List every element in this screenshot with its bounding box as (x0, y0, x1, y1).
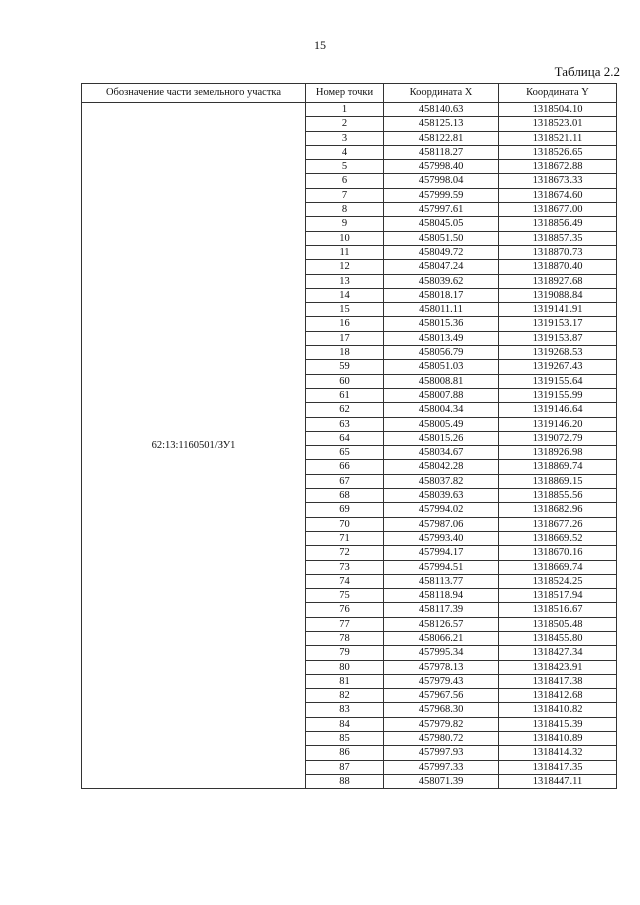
coordinate-x-cell: 457987.06 (384, 517, 499, 531)
coordinate-y-cell: 1318677.00 (499, 203, 617, 217)
coordinate-x-cell: 458051.50 (384, 231, 499, 245)
point-number-cell: 71 (306, 531, 384, 545)
table-body (82, 103, 617, 789)
coordinate-y-cell: 1319141.91 (499, 303, 617, 317)
column-header-point-number: Номер точки (306, 84, 384, 103)
coordinate-y-cell: 1318517.94 (499, 589, 617, 603)
point-number-cell: 15 (306, 303, 384, 317)
coordinate-x-cell: 458008.81 (384, 374, 499, 388)
coordinate-y-cell: 1319267.43 (499, 360, 617, 374)
column-header-coordinate-y: Координата Y (499, 84, 617, 103)
point-number-cell: 8 (306, 203, 384, 217)
coordinate-x-cell: 458051.03 (384, 360, 499, 374)
coordinate-y-cell: 1319155.99 (499, 388, 617, 402)
coordinate-x-cell: 458126.57 (384, 617, 499, 631)
point-number-cell: 3 (306, 131, 384, 145)
coordinate-y-cell: 1318927.68 (499, 274, 617, 288)
point-number-cell: 9 (306, 217, 384, 231)
coordinate-x-cell: 458045.05 (384, 217, 499, 231)
coordinate-x-cell: 457967.56 (384, 689, 499, 703)
point-number-cell: 1 (306, 103, 384, 117)
coordinate-y-cell: 1318415.39 (499, 717, 617, 731)
coordinate-y-cell: 1319088.84 (499, 288, 617, 302)
point-number-cell: 76 (306, 603, 384, 617)
point-number-cell: 70 (306, 517, 384, 531)
coordinate-x-cell: 457999.59 (384, 188, 499, 202)
table-header-row (82, 84, 617, 103)
parcel-designation-cell: 62:13:1160501/ЗУ1 (82, 103, 306, 789)
coordinate-x-cell: 458013.49 (384, 331, 499, 345)
coordinate-y-cell: 1318682.96 (499, 503, 617, 517)
coordinate-y-cell: 1318677.26 (499, 517, 617, 531)
point-number-cell: 17 (306, 331, 384, 345)
coordinate-y-cell: 1318857.35 (499, 231, 617, 245)
point-number-cell: 85 (306, 732, 384, 746)
coordinate-y-cell: 1318523.01 (499, 117, 617, 131)
point-number-cell: 88 (306, 774, 384, 788)
coordinate-x-cell: 458125.13 (384, 117, 499, 131)
point-number-cell: 7 (306, 188, 384, 202)
coordinate-y-cell: 1318869.74 (499, 460, 617, 474)
coordinate-x-cell: 458056.79 (384, 346, 499, 360)
coordinate-y-cell: 1318410.89 (499, 732, 617, 746)
page-number: 15 (314, 38, 326, 52)
coordinate-x-cell: 458042.28 (384, 460, 499, 474)
point-number-cell: 62 (306, 403, 384, 417)
point-number-cell: 80 (306, 660, 384, 674)
point-number-cell: 59 (306, 360, 384, 374)
coordinate-y-cell: 1318672.88 (499, 160, 617, 174)
coordinate-x-cell: 457998.40 (384, 160, 499, 174)
point-number-cell: 77 (306, 617, 384, 631)
coordinate-x-cell: 458118.27 (384, 145, 499, 159)
coordinate-x-cell: 458049.72 (384, 245, 499, 259)
coordinate-y-cell: 1318669.52 (499, 531, 617, 545)
coordinate-y-cell: 1318674.60 (499, 188, 617, 202)
point-number-cell: 10 (306, 231, 384, 245)
coordinate-x-cell: 457994.02 (384, 503, 499, 517)
coordinate-x-cell: 458015.36 (384, 317, 499, 331)
point-number-cell: 65 (306, 446, 384, 460)
coordinate-y-cell: 1319146.20 (499, 417, 617, 431)
coordinate-x-cell: 458066.21 (384, 631, 499, 645)
coordinate-y-cell: 1318856.49 (499, 217, 617, 231)
coordinate-y-cell: 1319153.87 (499, 331, 617, 345)
point-number-cell: 60 (306, 374, 384, 388)
coordinates-table (81, 83, 617, 789)
coordinate-x-cell: 458005.49 (384, 417, 499, 431)
point-number-cell: 87 (306, 760, 384, 774)
coordinate-x-cell: 458011.11 (384, 303, 499, 317)
coordinate-y-cell: 1319072.79 (499, 431, 617, 445)
coordinate-y-cell: 1318673.33 (499, 174, 617, 188)
coordinate-x-cell: 457993.40 (384, 531, 499, 545)
coordinate-x-cell: 457968.30 (384, 703, 499, 717)
coordinate-x-cell: 457994.17 (384, 546, 499, 560)
point-number-cell: 63 (306, 417, 384, 431)
point-number-cell: 13 (306, 274, 384, 288)
coordinate-x-cell: 458122.81 (384, 131, 499, 145)
coordinate-y-cell: 1319268.53 (499, 346, 617, 360)
coordinate-x-cell: 458039.62 (384, 274, 499, 288)
coordinate-y-cell: 1318447.11 (499, 774, 617, 788)
coordinate-y-cell: 1318427.34 (499, 646, 617, 660)
point-number-cell: 72 (306, 546, 384, 560)
coordinate-y-cell: 1318869.15 (499, 474, 617, 488)
point-number-cell: 83 (306, 703, 384, 717)
point-number-cell: 11 (306, 245, 384, 259)
column-header-parcel-part: Обозначение части земельного участка (82, 84, 306, 103)
coordinate-x-cell: 457980.72 (384, 732, 499, 746)
coordinate-x-cell: 458007.88 (384, 388, 499, 402)
coordinate-y-cell: 1318926.98 (499, 446, 617, 460)
coordinate-y-cell: 1318870.73 (499, 245, 617, 259)
coordinate-y-cell: 1318521.11 (499, 131, 617, 145)
coordinate-x-cell: 457979.82 (384, 717, 499, 731)
point-number-cell: 4 (306, 145, 384, 159)
coordinate-y-cell: 1318410.82 (499, 703, 617, 717)
table-caption: Таблица 2.2 (554, 64, 620, 79)
coordinate-y-cell: 1318414.32 (499, 746, 617, 760)
coordinate-x-cell: 457998.04 (384, 174, 499, 188)
coordinate-y-cell: 1318670.16 (499, 546, 617, 560)
point-number-cell: 61 (306, 388, 384, 402)
coordinate-x-cell: 458015.26 (384, 431, 499, 445)
point-number-cell: 68 (306, 489, 384, 503)
coordinate-y-cell: 1318516.67 (499, 603, 617, 617)
point-number-cell: 75 (306, 589, 384, 603)
coordinate-x-cell: 458117.39 (384, 603, 499, 617)
coordinate-x-cell: 457997.33 (384, 760, 499, 774)
coordinate-x-cell: 458039.63 (384, 489, 499, 503)
point-number-cell: 69 (306, 503, 384, 517)
point-number-cell: 64 (306, 431, 384, 445)
coordinate-y-cell: 1318855.56 (499, 489, 617, 503)
coordinate-y-cell: 1319155.64 (499, 374, 617, 388)
coordinate-x-cell: 457994.51 (384, 560, 499, 574)
point-number-cell: 82 (306, 689, 384, 703)
coordinate-y-cell: 1318526.65 (499, 145, 617, 159)
point-number-cell: 73 (306, 560, 384, 574)
coordinate-y-cell: 1318505.48 (499, 617, 617, 631)
point-number-cell: 74 (306, 574, 384, 588)
coordinate-y-cell: 1318412.68 (499, 689, 617, 703)
point-number-cell: 66 (306, 460, 384, 474)
coordinate-x-cell: 458118.94 (384, 589, 499, 603)
coordinate-y-cell: 1319146.64 (499, 403, 617, 417)
coordinate-y-cell: 1318455.80 (499, 631, 617, 645)
point-number-cell: 6 (306, 174, 384, 188)
coordinate-x-cell: 458004.34 (384, 403, 499, 417)
coordinate-x-cell: 458113.77 (384, 574, 499, 588)
coordinate-y-cell: 1318669.74 (499, 560, 617, 574)
coordinate-x-cell: 457995.34 (384, 646, 499, 660)
point-number-cell: 67 (306, 474, 384, 488)
point-number-cell: 12 (306, 260, 384, 274)
point-number-cell: 78 (306, 631, 384, 645)
coordinate-x-cell: 458071.39 (384, 774, 499, 788)
coordinate-x-cell: 458140.63 (384, 103, 499, 117)
coordinate-y-cell: 1318870.40 (499, 260, 617, 274)
point-number-cell: 14 (306, 288, 384, 302)
coordinate-y-cell: 1318417.35 (499, 760, 617, 774)
point-number-cell: 2 (306, 117, 384, 131)
point-number-cell: 18 (306, 346, 384, 360)
coordinate-x-cell: 457979.43 (384, 674, 499, 688)
point-number-cell: 84 (306, 717, 384, 731)
coordinate-y-cell: 1318504.10 (499, 103, 617, 117)
coordinate-x-cell: 457997.93 (384, 746, 499, 760)
table-row (82, 103, 617, 117)
point-number-cell: 79 (306, 646, 384, 660)
point-number-cell: 5 (306, 160, 384, 174)
column-header-coordinate-x: Координата X (384, 84, 499, 103)
coordinate-y-cell: 1318423.91 (499, 660, 617, 674)
point-number-cell: 16 (306, 317, 384, 331)
point-number-cell: 86 (306, 746, 384, 760)
coordinate-y-cell: 1318524.25 (499, 574, 617, 588)
coordinate-x-cell: 458047.24 (384, 260, 499, 274)
coordinate-x-cell: 457997.61 (384, 203, 499, 217)
coordinate-y-cell: 1319153.17 (499, 317, 617, 331)
point-number-cell: 81 (306, 674, 384, 688)
coordinate-x-cell: 458037.82 (384, 474, 499, 488)
coordinate-y-cell: 1318417.38 (499, 674, 617, 688)
coordinate-x-cell: 457978.13 (384, 660, 499, 674)
coordinate-x-cell: 458034.67 (384, 446, 499, 460)
coordinate-x-cell: 458018.17 (384, 288, 499, 302)
